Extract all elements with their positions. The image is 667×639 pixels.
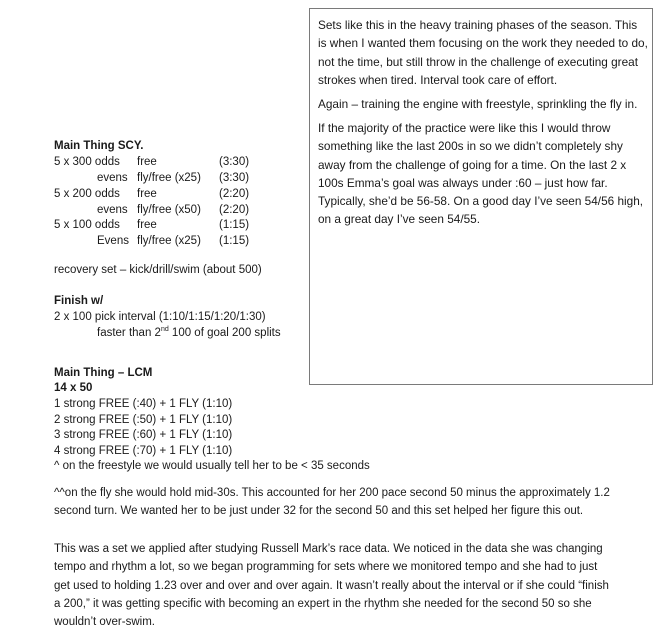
lcm-line-2: 2 strong FREE (:50) + 1 FLY (1:10) (54, 414, 233, 426)
scy-row-6-stroke: fly/free (x25) (137, 235, 201, 247)
scy-row-3-interval: (2:20) (219, 188, 250, 200)
scy-row-1-interval: (3:30) (219, 156, 250, 168)
scy-row-2-set: evens (97, 172, 128, 184)
main-lcm-subheading: 14 x 50 (54, 382, 93, 394)
commentary-paragraph-3: If the majority of the practice were like this I would throw something like the last 200s in so we didn’t completely shy away from the challenge of going for a time. On the last 2 x 100s Emma’s goal was always under :60 – just how far. Typically, she’d be 56-58. On a good day I’ve seen 54/56 high, on a great day I’ve seen 54/55. (318, 121, 644, 227)
lcm-note-freestyle: ^ on the freestyle we would usually tell her to be < 35 seconds (54, 460, 370, 472)
lcm-line-4: 4 strong FREE (:70) + 1 FLY (1:10) (54, 445, 233, 457)
scy-row-5-stroke: free (137, 219, 157, 231)
scy-row-4-stroke: fly/free (x50) (137, 204, 201, 216)
scy-row-2-stroke: fly/free (x25) (137, 172, 201, 184)
finish-line-2-sup: nd (160, 326, 169, 334)
finish-line-2-pre: faster than 2 (97, 327, 161, 339)
scy-row-3-set: 5 x 200 odds (54, 188, 120, 200)
recovery-set-line: recovery set – kick/drill/swim (about 500) (54, 264, 262, 276)
finish-line-2 (97, 326, 281, 342)
scy-row-6-set: Evens (97, 235, 129, 247)
scy-row-5-interval: (1:15) (219, 219, 250, 231)
scy-row-2-interval: (3:30) (219, 172, 250, 184)
scy-row-1-set: 5 x 300 odds (54, 156, 120, 168)
scy-row-6-interval: (1:15) (219, 235, 250, 247)
commentary-box (309, 8, 653, 385)
finish-line-1: 2 x 100 pick interval (1:10/1:15/1:20/1:30) (54, 311, 266, 323)
commentary-paragraph-1: Sets like this in the heavy training phases of the season. This is when I wanted them focusing on the work they needed to do, not the time, but still throw in the challenge of executing great strokes when tired. Interval took care of effort. (318, 18, 648, 87)
scy-row-4-interval: (2:20) (219, 204, 250, 216)
scy-row-5-set: 5 x 100 odds (54, 219, 120, 231)
scy-row-3-stroke: free (137, 188, 157, 200)
lcm-line-3: 3 strong FREE (:60) + 1 FLY (1:10) (54, 429, 233, 441)
lcm-line-1: 1 strong FREE (:40) + 1 FLY (1:10) (54, 398, 233, 410)
scy-row-4-set: evens (97, 204, 128, 216)
main-lcm-heading: Main Thing – LCM (54, 367, 153, 379)
commentary-paragraph-2: Again – training the engine with freestyle, sprinkling the fly in. (318, 97, 638, 111)
notes-paragraph-1: ^^on the fly she would hold mid-30s. This accounted for her 200 pace second 50 minus the approximately 1.2 second turn. We wanted her to be just under 32 for the second 50 and this set helped her figure this out. (54, 487, 610, 518)
notes-paragraph-2: This was a set we applied after studying Russell Mark’s race data. We noticed in the data she was changing tempo and rhythm a lot, so we began programming for sets where we monitored tempo and she had to just get used to holding 1.23 over and over and over again. It wasn’t really about the interval or if she could “finish a 200,” it was getting specific with becoming an expert in the rhythm she needed for the second 50 so she wouldn’t over-swim. (54, 543, 609, 629)
scy-row-1-stroke: free (137, 156, 157, 168)
main-scy-heading: Main Thing SCY. (54, 140, 144, 152)
finish-line-2-post: 100 of goal 200 splits (168, 327, 281, 339)
finish-heading: Finish w/ (54, 295, 104, 307)
